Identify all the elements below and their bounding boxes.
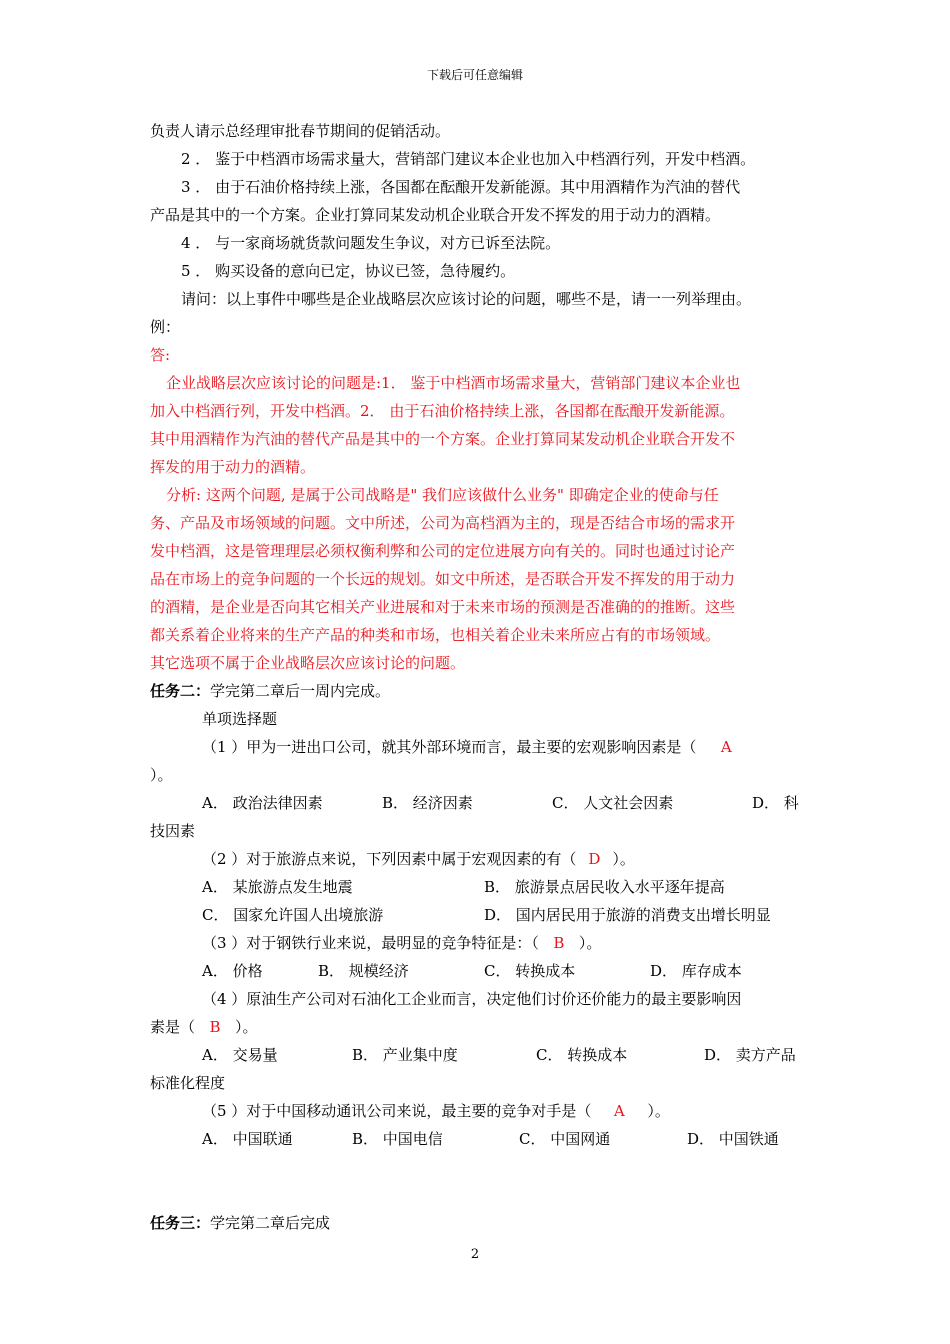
answer-line: 挥发的用于动力的酒精。 [150,458,316,476]
question-3-options [150,957,810,985]
event-3: 3 ． 由于石油价格持续上涨，各国都在酝酿开发新能源。其中用酒精作为汽油的替代 [181,178,741,196]
question-5-text: （5 ）对于中国移动通讯公司来说，最主要的竞争对手是（ [202,1102,592,1120]
question-4-tail: ）。 [235,1018,258,1036]
question-2-options [150,901,810,929]
task3-desc: 学完第二章后完成 [210,1214,331,1232]
question-1-answer: A [720,738,732,756]
task3-title: 任务三： [150,1214,211,1232]
event-3-cont: 产品是其中的一个方案。企业打算同某发动机企业联合开发不挥发的用于动力的酒精。 [150,206,721,224]
question-4: （4 ）原油生产公司对石油化工企业而言，决定他们讨价还价能力的最主要影响因 [202,990,742,1008]
question-2-text: （2 ）对于旅游点来说，下列因素中属于宏观因素的有（ [202,850,577,868]
question-4-options [150,1041,810,1069]
option: B． 产业集中度 [352,1046,458,1064]
question-1-text: （1 ）甲为一进出口公司，就其外部环境而言，最主要的宏观影响因素是（ [202,738,697,756]
question-1 [150,733,810,761]
analysis-line: 都关系着企业将来的生产产品的种类和市场，也相关着企业未来所应占有的市场领域。 [150,626,721,644]
option: D． 中国铁通 [687,1130,779,1148]
answer-line: 加入中档酒行列，开发中档酒。2． 由于石油价格持续上涨，各国都在酝酿开发新能源。 [150,402,735,420]
option: D． 科 [752,794,799,812]
question-3-text: （3 ）对于钢铁行业来说，最明显的竞争特征是：（ [202,934,539,952]
answer-label: 答: [150,346,171,364]
question-3 [150,929,810,957]
option-wrap: 标准化程度 [150,1074,226,1092]
option: B． 旅游景点居民收入水平逐年提高 [484,878,725,896]
option: A． 交易量 [202,1046,278,1064]
option: C． 人文社会因素 [552,794,674,812]
option: C． 转换成本 [484,962,576,980]
event-5: 5 ． 购买设备的意向已定，协议已签，急待履约。 [181,262,516,280]
task3-heading [150,1209,810,1237]
option: B． 规模经济 [318,962,409,980]
question-5-answer: A [613,1102,625,1120]
analysis-line: 品在市场上的竞争问题的一个长远的规划。如文中所述，是否联合开发不挥发的用于动力 [150,570,736,588]
question-5 [150,1097,810,1125]
analysis-line: 分析: 这两个问题, 是属于公司战略是" 我们应该做什么业务" 即确定企业的使命与任 [166,486,719,504]
task2-heading [150,677,810,705]
option: C． 中国网通 [519,1130,611,1148]
option: D． 库存成本 [650,962,742,980]
question-4-cont [150,1013,810,1041]
option: C． 转换成本 [536,1046,628,1064]
option: A． 政治法律因素 [202,794,323,812]
intro-line: 负责人请示总经理审批春节期间的促销活动。 [150,122,451,140]
page-number: 2 [470,1247,480,1262]
question-3-tail: ）。 [578,934,602,952]
analysis-line: 的酒精，是企业是否向其它相关产业进展和对于未来市场的预测是否准确的的推断。这些 [150,598,736,616]
option: C． 国家允许国人出境旅游 [202,906,384,924]
event-4: 4 ． 与一家商场就货款问题发生争议，对方已诉至法院。 [181,234,561,252]
question-5-options [150,1125,810,1153]
analysis-line: 发中档酒，这是管理理层必须权衡利弊和公司的定位进展方向有关的。同时也通过讨论产 [150,542,736,560]
analysis-line: 其它选项不属于企业战略层次应该讨论的问题。 [150,654,466,672]
page-header: 下载后可任意编辑 [426,68,523,82]
example-label: 例： [150,318,181,336]
option: D． 国内居民用于旅游的消费支出增长明显 [484,906,771,924]
question-text: 请问：以上事件中哪些是企业战略层次应该讨论的问题，哪些不是，请一一列举理由。 [181,290,752,308]
question-1-tail: ）。 [150,766,173,784]
task2-title: 任务二： [150,682,211,700]
question-2-answer: D [588,850,601,868]
option: B． 经济因素 [382,794,473,812]
question-4-answer: B [209,1018,221,1036]
section-title: 单项选择题 [202,710,278,728]
question-2 [150,845,810,873]
question-4-pre: 素是（ [150,1018,196,1036]
question-2-options [150,873,810,901]
question-1-options [150,789,810,817]
question-3-answer: B [553,934,565,952]
question-5-tail: ）。 [647,1102,670,1120]
option-wrap: 技因素 [150,822,196,840]
question-2-tail: ）。 [612,850,635,868]
option: A． 价格 [202,962,263,980]
analysis-line: 务、产品及市场领域的问题。文中所述，公司为高档酒为主的，现是否结合市场的需求开 [150,514,736,532]
option: A． 中国联通 [202,1130,293,1148]
answer-line: 其中用酒精作为汽油的替代产品是其中的一个方案。企业打算同某发动机企业联合开发不 [150,430,736,448]
option: D． 卖方产品 [704,1046,796,1064]
option: A． 某旅游点发生地震 [202,878,353,896]
event-2: 2 ． 鉴于中档酒市场需求量大，营销部门建议本企业也加入中档酒行列，开发中档酒。 [181,150,756,168]
option: B． 中国电信 [352,1130,443,1148]
answer-line: 企业战略层次应该讨论的问题是:1． 鉴于中档酒市场需求量大，营销部门建议本企业也 [166,374,741,392]
document-body [150,117,810,1237]
task2-desc: 学完第二章后一周内完成。 [210,682,391,700]
